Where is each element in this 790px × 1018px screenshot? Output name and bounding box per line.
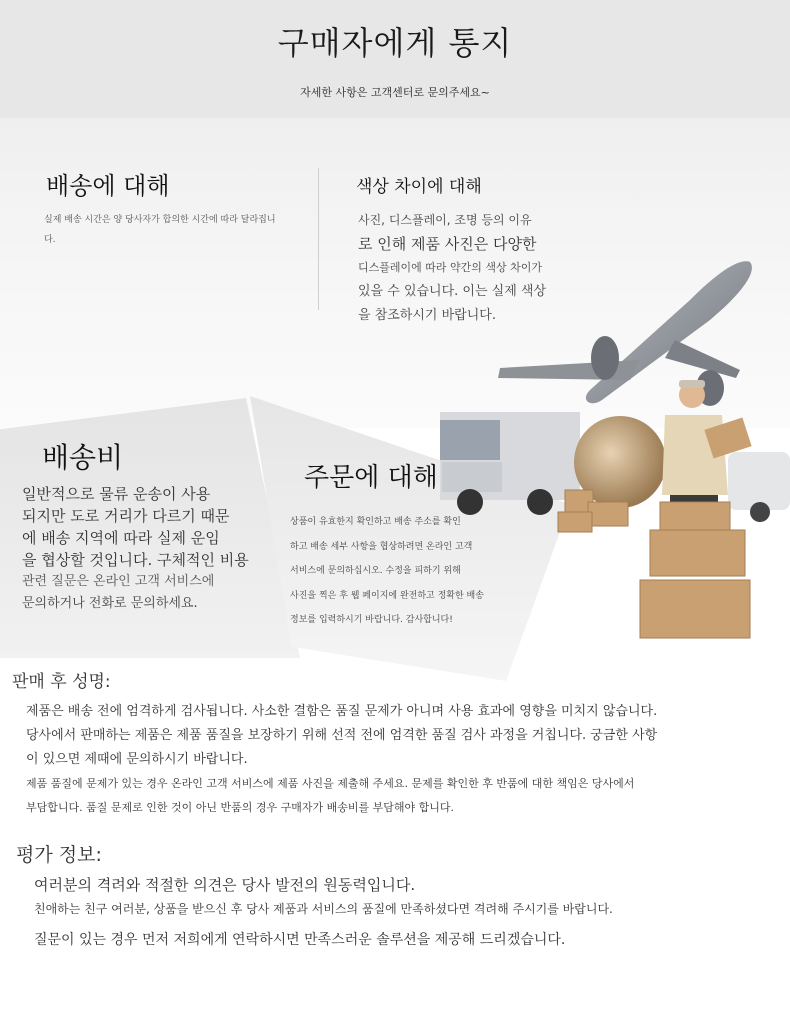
text-line: 하고 배송 세부 사항을 협상하려면 온라인 고객: [290, 541, 473, 552]
text-line: 을 참조하시기 바랍니다.: [358, 308, 496, 323]
text-line: 관련 질문은 온라인 고객 서비스에: [22, 574, 215, 589]
text-line: 사진을 찍은 후 웹 페이지에 완전하고 정확한 배송: [290, 590, 484, 601]
text-line: 을 협상할 것입니다. 구체적인 비용: [22, 551, 249, 569]
text-line: 서비스에 문의하십시오. 수정을 피하기 위해: [290, 566, 461, 576]
airplane-icon: [498, 261, 752, 406]
text-line: 문의하거나 전화로 문의하세요.: [22, 596, 198, 611]
text-line: 되지만 도로 거리가 다르기 때문: [22, 507, 230, 525]
order-text: [290, 510, 500, 633]
text-line: 로 인해 제품 사진은 다양한: [358, 235, 537, 253]
shipping-fee-heading: 배송비: [42, 441, 124, 474]
text-line: 부담합니다. 품질 문제로 인한 것이 아닌 반품의 경우 구매자가 배송비를 부담해야 합니다.: [26, 801, 454, 814]
evaluation-text-3: 질문이 있는 경우 먼저 저희에게 연락하시면 만족스러운 솔루션을 제공해 드리겠습니다.: [34, 932, 566, 948]
evaluation-text-1: 여러분의 격려와 적절한 의견은 당사 발전의 원동력입니다.: [34, 876, 416, 894]
text-line: 디스플레이에 따라 약간의 색상 차이가: [358, 261, 543, 274]
text-line: 제품은 배송 전에 엄격하게 검사됩니다. 사소한 결함은 품질 문제가 아니며 사용 효과에 영향을 미치지 않습니다.: [26, 704, 658, 719]
page-title: 구매자에게 통지: [277, 24, 513, 62]
page-subtitle: 자세한 사항은 고객센터로 문의주세요~: [300, 86, 490, 99]
vertical-divider: [318, 168, 319, 310]
order-heading: 주문에 대해: [304, 463, 438, 493]
evaluation-text-2: 친애하는 친구 여러분, 상품을 받으신 후 당사 제품과 서비스의 품질에 만족하셨다면 격려해 주시기를 바랍니다.: [34, 902, 613, 916]
after-sales-heading: 판매 후 성명:: [12, 672, 111, 692]
truck-icon: [440, 412, 580, 515]
shipping-fee-text: [22, 483, 272, 615]
shipping-heading: 배송에 대해: [46, 172, 170, 200]
color-difference-heading: 색상 차이에 대해: [356, 177, 482, 197]
text-line: 사진, 디스플레이, 조명 등의 이유: [358, 213, 532, 227]
evaluation-heading: 평가 정보:: [16, 844, 102, 866]
text-line: 당사에서 판매하는 제품은 제품 품질을 보장하기 위해 선적 전에 엄격한 품질 검사 과정을 거칩니다. 궁금한 사항: [26, 728, 658, 743]
after-sales-text: [26, 700, 766, 820]
text-line: 정보를 입력하시기 바랍니다. 감사합니다!: [290, 615, 453, 625]
van-icon: [728, 452, 790, 510]
text-line: 있을 수 있습니다. 이는 실제 색상: [358, 284, 547, 299]
box-stack-icon: [558, 490, 750, 638]
text-line: 일반적으로 물류 운송이 사용: [22, 485, 211, 503]
text-line: 이 있으면 제때에 문의하시기 바랍니다.: [26, 752, 248, 767]
text-line: 에 배송 지역에 따라 실제 운임: [22, 529, 220, 547]
text-line: 제품 품질에 문제가 있는 경우 온라인 고객 서비스에 제품 사진을 제출해 주세요. 문제를 확인한 후 반품에 대한 책임은 당사에서: [26, 777, 635, 790]
text-line: 상품이 유효한지 확인하고 배송 주소를 확인: [290, 517, 461, 527]
shipping-text: 실제 배송 시간은 양 당사자가 합의한 시간에 따라 달라집니다.: [44, 215, 276, 245]
